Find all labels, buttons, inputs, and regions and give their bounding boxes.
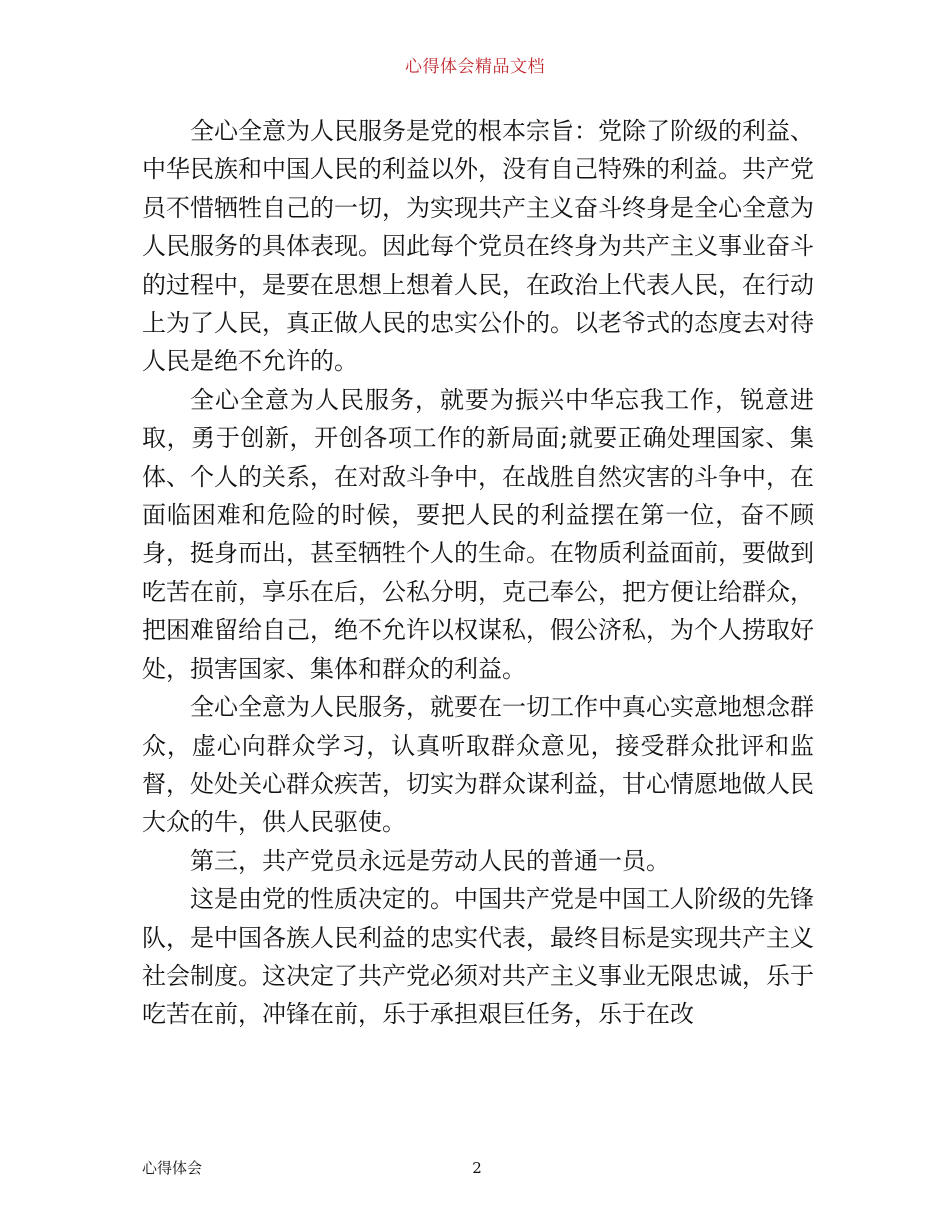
document-header-title: 心得体会精品文档 (405, 57, 545, 77)
body-paragraph: 全心全意为人民服务是党的根本宗旨：党除了阶级的利益、中华民族和中国人民的利益以外，没有自己特殊的利益。共产党员不惜牺牲自己的一切，为实现共产主义奋斗终身是全心全意为人民服务的具体表现。因此每个党员在终身为共产主义事业奋斗的过程中，是要在思想上想着人民，在政治上代表人民，在行动上为了人民，真正做人民的忠实公仆的。以老爷式的态度去对待人民是绝不允许的。 (142, 117, 814, 376)
body-paragraph: 全心全意为人民服务，就要为振兴中华忘我工作，锐意进取，勇于创新，开创各项工作的新局面;就要正确处理国家、集体、个人的关系，在对敌斗争中，在战胜自然灾害的斗争中，在面临困难和危险的时候，要把人民的利益摆在第一位，奋不顾身，挺身而出，甚至牺牲个人的生命。在物质利益面前，要做到吃苦在前，享乐在后，公私分明，克己奉公，把方便让给群众，把困难留给自己，绝不允许以权谋私，假公济私，为个人捞取好处，损害国家、集体和群众的利益。 (142, 385, 814, 683)
document-body (142, 112, 814, 1034)
body-paragraph: 这是由党的性质决定的。中国共产党是中国工人阶级的先锋队，是中国各族人民利益的忠实代表，最终目标是实现共产主义社会制度。这决定了共产党必须对共产主义事业无限忠诚，乐于吃苦在前，冲锋在前，乐于承担艰巨任务，乐于在改 (142, 885, 814, 1029)
body-paragraph: 第三，共产党员永远是劳动人民的普通一员。 (190, 846, 670, 875)
footer-label: 心得体会 (142, 1159, 203, 1177)
page-number: 2 (472, 1159, 482, 1177)
body-paragraph: 全心全意为人民服务，就要在一切工作中真心实意地想念群众，虚心向群众学习，认真听取群众意见，接受群众批评和监督，处处关心群众疾苦，切实为群众谋利益，甘心情愿地做人民大众的牛，供人民驱使。 (142, 693, 814, 837)
